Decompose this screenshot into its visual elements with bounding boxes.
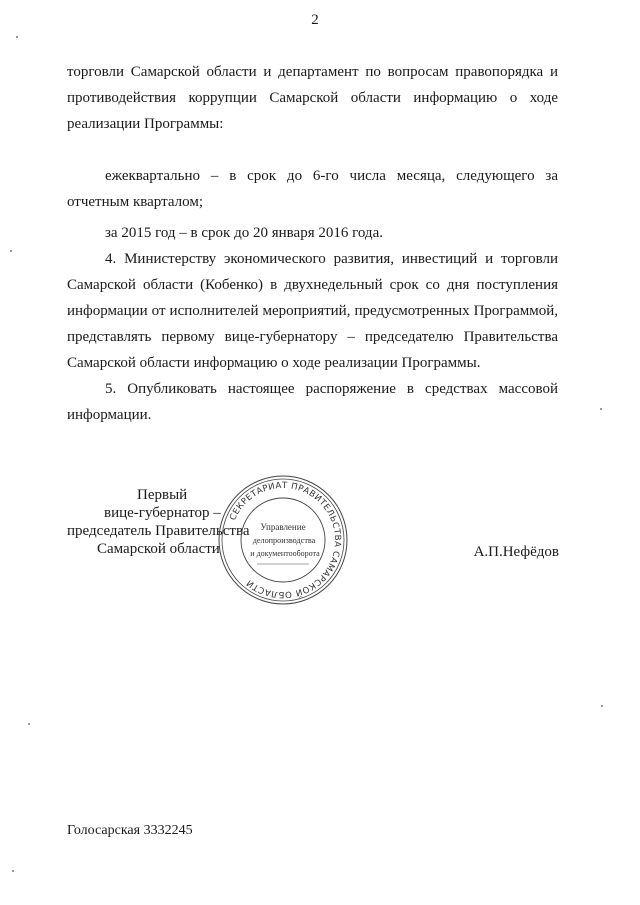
scan-speck [600, 408, 602, 410]
paragraph-annual: за 2015 год – в срок до 20 января 2016 года. [105, 225, 383, 241]
scan-speck [601, 705, 603, 707]
seal-inner-line3: и документооборота [250, 549, 320, 558]
document-body [67, 59, 558, 428]
paragraph-item-4: 4. Министерству экономического развития, инвестиций и торговли Самарской области (Кобенко) в двухнедельный срок со дня поступления информации от исполнителей мероприятий, предусмотренных Программой, представлять первому вице-губернатору – председателю Правительства Самарской области информацию о ходе реализации Программы. [67, 251, 558, 371]
seal-inner-line2: делопроизводства [252, 536, 316, 545]
signer-title-line2: вице-губернатор – [104, 505, 221, 521]
scan-speck [28, 723, 30, 725]
signer-title-line1: Первый [137, 487, 188, 503]
scan-speck [12, 870, 14, 872]
paragraph-quarterly: ежеквартально – в срок до 6-го числа месяца, следующего за отчетным кварталом; [67, 168, 558, 210]
official-seal [217, 474, 349, 606]
executor-contact: Голосарская 3332245 [67, 823, 193, 838]
seal-inner-line1: Управление [260, 522, 306, 532]
signer-title-line3: председатель Правительства [67, 523, 250, 539]
paragraph-continuation: торговли Самарской области и департамент по вопросам правопорядка и противодействия коррупции Самарской области информацию о ходе реализации Программы: [67, 64, 558, 132]
signer-name: А.П.Нефёдов [473, 544, 559, 560]
page-number: 2 [311, 12, 319, 28]
scan-speck [10, 250, 12, 252]
seal-outer-text: СЕКРЕТАРИАТ ПРАВИТЕЛЬСТВА САМАРСКОЙ ОБЛАСТИ [228, 480, 343, 600]
signer-title-line4: Самарской области [97, 541, 220, 557]
scan-speck [16, 36, 18, 38]
paragraph-item-5: 5. Опубликовать настоящее распоряжение в средствах массовой информации. [67, 381, 558, 423]
